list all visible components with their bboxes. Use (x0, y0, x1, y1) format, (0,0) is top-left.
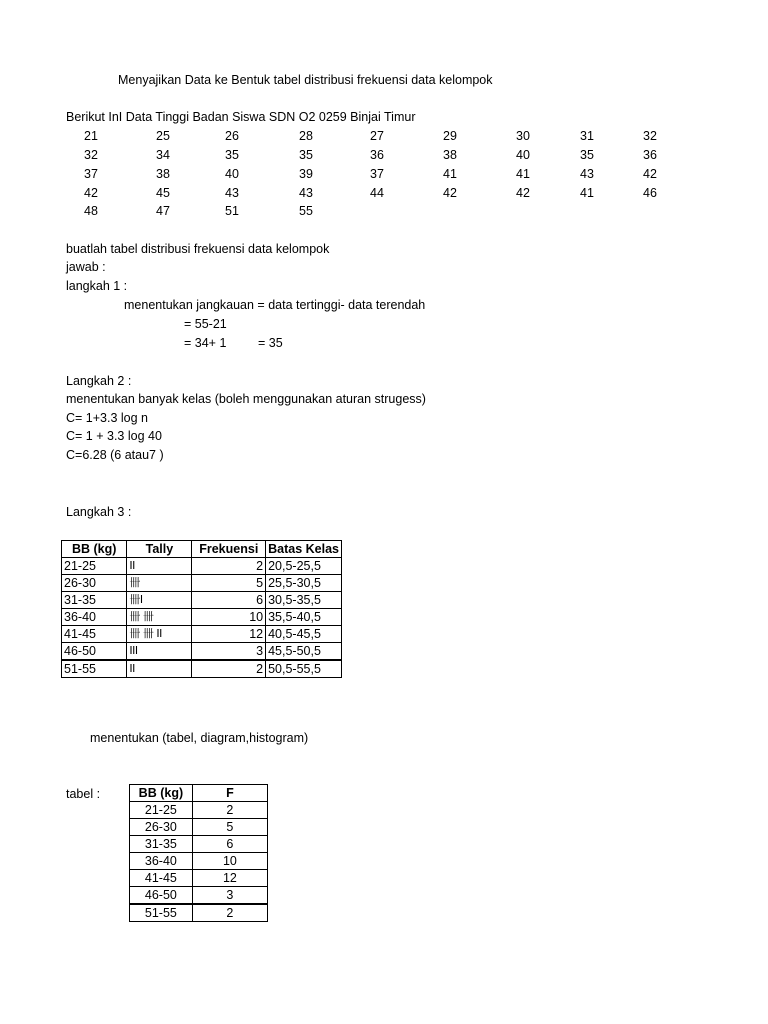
data-value: 42 (443, 186, 457, 200)
frequency-cell: 12 (192, 626, 266, 643)
table-row (130, 802, 268, 819)
data-value: 35 (580, 148, 594, 162)
data-value: 55 (299, 204, 313, 218)
class-boundary-cell: 35,5-40,5 (266, 609, 342, 626)
header-tally: Tally (127, 541, 192, 558)
data-value: 30 (516, 129, 530, 143)
tally-marks-cell: III (127, 643, 192, 661)
table-row (130, 836, 268, 853)
class-boundary-cell: 45,5-50,5 (266, 643, 342, 661)
data-value: 41 (516, 167, 530, 181)
frequency-cell: 6 (192, 836, 267, 853)
intro-text: Berikut InI Data Tinggi Badan Siswa SDN O2 0259 Binjai Timur (66, 110, 416, 124)
data-value: 38 (443, 148, 457, 162)
data-value: 32 (84, 148, 98, 162)
data-value: 31 (580, 129, 594, 143)
tabel-label: tabel : (66, 787, 101, 801)
jawab-label: jawab : (66, 260, 106, 274)
frequency-cell: 6 (192, 592, 266, 609)
tally-marks-cell: 卌 卌 II (127, 626, 192, 643)
tally-marks-cell: II (127, 660, 192, 678)
data-value: 42 (84, 186, 98, 200)
task-text: buatlah tabel distribusi frekuensi data kelompok (66, 242, 330, 256)
step1-line1: menentukan jangkauan = data tertinggi- data terendah (124, 298, 426, 312)
data-value: 41 (443, 167, 457, 181)
menentukan-text: menentukan (tabel, diagram,histogram) (90, 731, 309, 745)
header-bb: BB (kg) (62, 541, 127, 558)
class-boundary-cell: 50,5-55,5 (266, 660, 342, 678)
step2-line4: C=6.28 (6 atau7 ) (66, 448, 164, 462)
header-bb: BB (kg) (130, 785, 193, 802)
frequency-cell: 2 (192, 558, 266, 575)
frequency-cell: 10 (192, 609, 266, 626)
class-interval-cell: 36-40 (130, 853, 193, 870)
table-row (62, 592, 342, 609)
tally-marks-cell: II (127, 558, 192, 575)
tally-marks-cell: 卌 卌 (127, 609, 192, 626)
data-value: 35 (225, 148, 239, 162)
step2-line2: C= 1+3.3 log n (66, 411, 149, 425)
data-value: 38 (156, 167, 170, 181)
data-value: 40 (225, 167, 239, 181)
frequency-cell: 5 (192, 575, 266, 592)
header-f: F (192, 785, 267, 802)
class-interval-cell: 31-35 (130, 836, 193, 853)
class-interval-cell: 51-55 (62, 660, 127, 678)
step3-label: Langkah 3 : (66, 505, 132, 519)
table-row (62, 558, 342, 575)
table-row (130, 904, 268, 922)
class-boundary-cell: 30,5-35,5 (266, 592, 342, 609)
table-row (130, 819, 268, 836)
frequency-cell: 2 (192, 904, 267, 922)
table-row (130, 870, 268, 887)
data-value: 46 (643, 186, 657, 200)
frequency-cell: 3 (192, 643, 266, 661)
class-interval-cell: 21-25 (62, 558, 127, 575)
class-interval-cell: 41-45 (130, 870, 193, 887)
frequency-distribution-table (61, 540, 342, 678)
data-value: 25 (156, 129, 170, 143)
table-row (62, 575, 342, 592)
step2-line3: C= 1 + 3.3 log 40 (66, 429, 162, 443)
step2-line1: menentukan banyak kelas (boleh menggunakan aturan strugess) (66, 392, 426, 406)
class-interval-cell: 36-40 (62, 609, 127, 626)
class-boundary-cell: 25,5-30,5 (266, 575, 342, 592)
frequency-table (129, 784, 268, 922)
step1-line3a: = 34+ 1 (184, 336, 227, 350)
frequency-cell: 5 (192, 819, 267, 836)
data-value: 47 (156, 204, 170, 218)
step2-label: Langkah 2 : (66, 374, 132, 388)
class-interval-cell: 51-55 (130, 904, 193, 922)
frequency-cell: 10 (192, 853, 267, 870)
data-value: 21 (84, 129, 98, 143)
data-value: 43 (580, 167, 594, 181)
table-row (130, 853, 268, 870)
data-value: 37 (370, 167, 384, 181)
data-value: 41 (580, 186, 594, 200)
data-value: 29 (443, 129, 457, 143)
data-value: 36 (370, 148, 384, 162)
table-row (62, 626, 342, 643)
data-value: 40 (516, 148, 530, 162)
header-batas-kelas: Batas Kelas (266, 541, 342, 558)
data-value: 43 (299, 186, 313, 200)
step1-line2: = 55-21 (184, 317, 227, 331)
data-value: 35 (299, 148, 313, 162)
tally-marks-cell: 卌 (127, 575, 192, 592)
data-value: 48 (84, 204, 98, 218)
class-interval-cell: 26-30 (62, 575, 127, 592)
data-value: 28 (299, 129, 313, 143)
header-frekuensi: Frekuensi (192, 541, 266, 558)
data-value: 36 (643, 148, 657, 162)
frequency-cell: 2 (192, 660, 266, 678)
class-interval-cell: 31-35 (62, 592, 127, 609)
step1-line3b: = 35 (258, 336, 283, 350)
tally-marks-cell: 卌I (127, 592, 192, 609)
data-value: 34 (156, 148, 170, 162)
data-value: 44 (370, 186, 384, 200)
class-boundary-cell: 20,5-25,5 (266, 558, 342, 575)
table-row (62, 660, 342, 678)
frequency-cell: 12 (192, 870, 267, 887)
class-boundary-cell: 40,5-45,5 (266, 626, 342, 643)
table-row (62, 609, 342, 626)
data-value: 27 (370, 129, 384, 143)
class-interval-cell: 41-45 (62, 626, 127, 643)
data-value: 39 (299, 167, 313, 181)
step1-label: langkah 1 : (66, 279, 128, 293)
data-value: 43 (225, 186, 239, 200)
class-interval-cell: 26-30 (130, 819, 193, 836)
class-interval-cell: 46-50 (130, 887, 193, 905)
data-value: 45 (156, 186, 170, 200)
frequency-cell: 3 (192, 887, 267, 905)
class-interval-cell: 21-25 (130, 802, 193, 819)
data-value: 32 (643, 129, 657, 143)
data-value: 51 (225, 204, 239, 218)
document-title: Menyajikan Data ke Bentuk tabel distribusi frekuensi data kelompok (118, 73, 493, 87)
data-value: 26 (225, 129, 239, 143)
table-row (62, 643, 342, 661)
table-row (130, 887, 268, 905)
data-value: 42 (516, 186, 530, 200)
frequency-cell: 2 (192, 802, 267, 819)
class-interval-cell: 46-50 (62, 643, 127, 661)
data-value: 42 (643, 167, 657, 181)
data-value: 37 (84, 167, 98, 181)
